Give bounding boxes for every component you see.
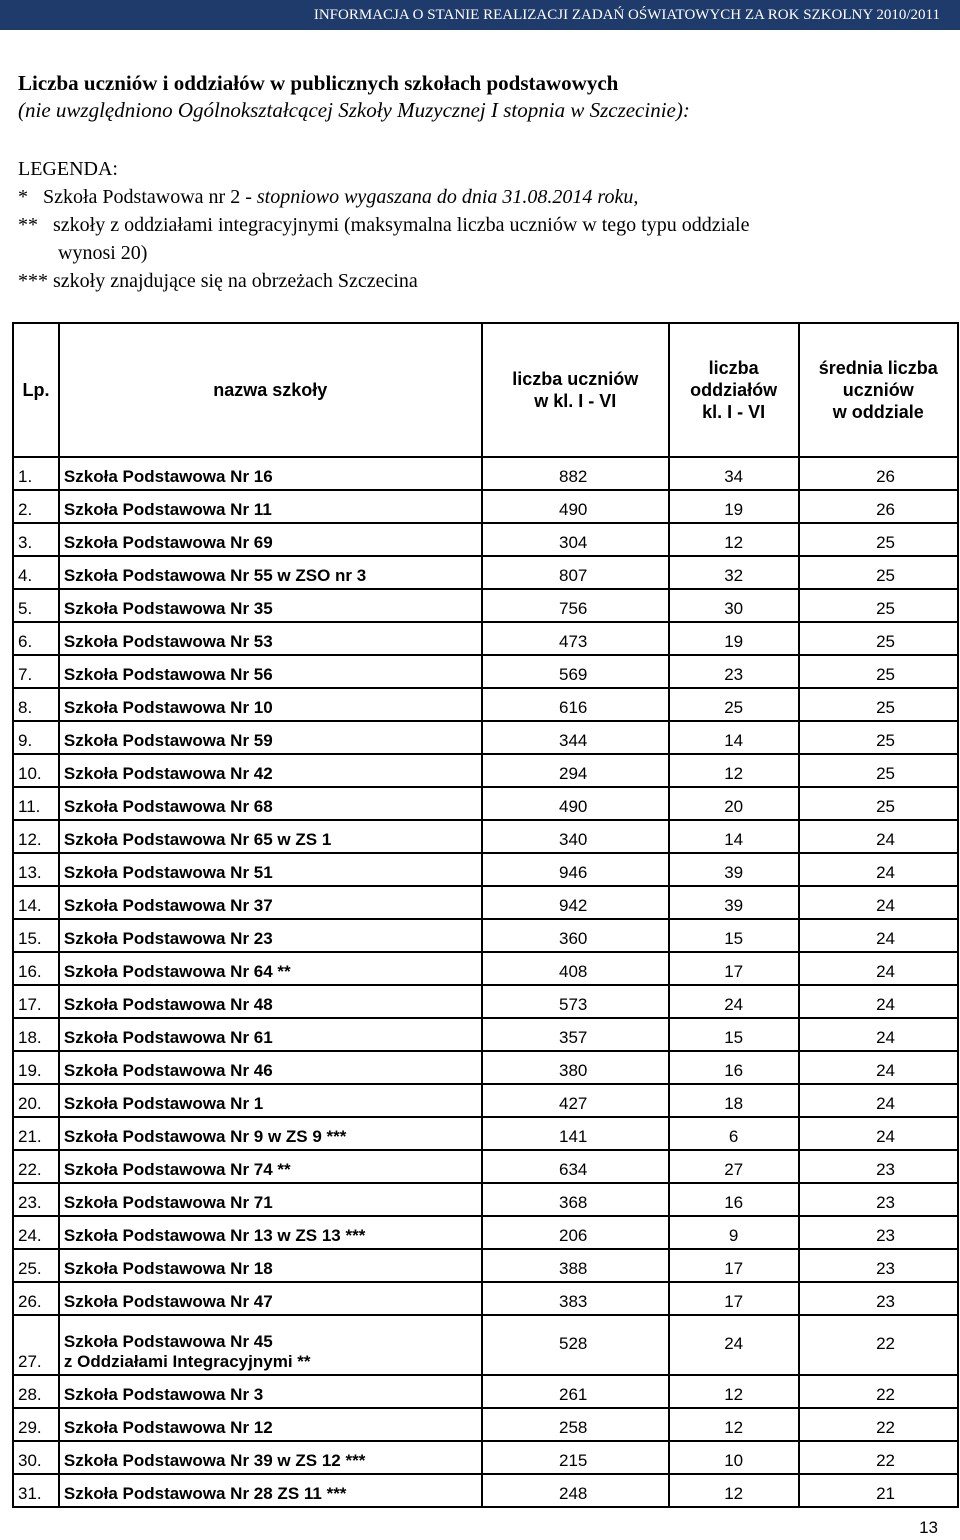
legend-text: szkoły znajdujące się na obrzeżach Szczecina: [53, 270, 418, 292]
cell-school-name: Szkoła Podstawowa Nr 48: [59, 985, 482, 1018]
cell-average: 24: [799, 1018, 958, 1051]
legend-text-plain: Szkoła Podstawowa nr 2 -: [43, 186, 257, 208]
cell-classes: 15: [669, 919, 799, 952]
cell-school-name: Szkoła Podstawowa Nr 68: [59, 787, 482, 820]
cell-students: 569: [482, 655, 669, 688]
legend-symbol: *: [18, 186, 43, 208]
legend-text: wynosi 20): [58, 242, 148, 264]
cell-students: 573: [482, 985, 669, 1018]
cell-school-name: Szkoła Podstawowa Nr 42: [59, 754, 482, 787]
cell-students: 344: [482, 721, 669, 754]
cell-classes: 14: [669, 721, 799, 754]
cell-school-name: Szkoła Podstawowa Nr 65 w ZS 1: [59, 820, 482, 853]
cell-lp: 19.: [13, 1051, 59, 1084]
cell-students: 942: [482, 886, 669, 919]
cell-students: 206: [482, 1216, 669, 1249]
cell-school-name: Szkoła Podstawowa Nr 16: [59, 457, 482, 490]
table-row: [13, 1216, 958, 1249]
cell-lp: 18.: [13, 1018, 59, 1051]
cell-lp: 15.: [13, 919, 59, 952]
cell-average: 25: [799, 787, 958, 820]
cell-school-name: Szkoła Podstawowa Nr 59: [59, 721, 482, 754]
cell-classes: 19: [669, 622, 799, 655]
table-row: [13, 1441, 958, 1474]
cell-school-name: Szkoła Podstawowa Nr 55 w ZSO nr 3: [59, 556, 482, 589]
cell-average: 24: [799, 1117, 958, 1150]
col-header-average-line: w oddziale: [832, 402, 924, 422]
cell-lp: 24.: [13, 1216, 59, 1249]
col-header-classes-line: liczba: [708, 358, 759, 378]
cell-lp: 20.: [13, 1084, 59, 1117]
cell-lp: 1.: [13, 457, 59, 490]
cell-average: 24: [799, 952, 958, 985]
cell-classes: 16: [669, 1051, 799, 1084]
col-header-average-line: średnia liczba: [818, 358, 938, 378]
cell-lp: 29.: [13, 1408, 59, 1441]
legend-text: szkoły z oddziałami integracyjnymi (maksymalna liczba uczniów w tego typu oddziale: [53, 214, 750, 236]
cell-classes: 10: [669, 1441, 799, 1474]
cell-students: 634: [482, 1150, 669, 1183]
cell-school-name: Szkoła Podstawowa Nr 1: [59, 1084, 482, 1117]
cell-classes: 20: [669, 787, 799, 820]
table-row: [13, 1408, 958, 1441]
table-row: [13, 589, 958, 622]
cell-classes: 25: [669, 688, 799, 721]
cell-classes: 27: [669, 1150, 799, 1183]
cell-classes: 32: [669, 556, 799, 589]
cell-students: 490: [482, 490, 669, 523]
cell-classes: 9: [669, 1216, 799, 1249]
cell-school-name: Szkoła Podstawowa Nr 10: [59, 688, 482, 721]
col-header-students: [482, 323, 669, 457]
cell-classes: 34: [669, 457, 799, 490]
cell-lp: 28.: [13, 1375, 59, 1408]
cell-average: 24: [799, 985, 958, 1018]
table-row: [13, 457, 958, 490]
table-row: [13, 1315, 958, 1375]
cell-lp: 31.: [13, 1474, 59, 1507]
cell-lp: 2.: [13, 490, 59, 523]
section-title: Liczba uczniów i oddziałów w publicznych szkołach podstawowych: [18, 71, 619, 95]
cell-classes: 12: [669, 1474, 799, 1507]
cell-students: 215: [482, 1441, 669, 1474]
cell-average: 23: [799, 1183, 958, 1216]
table-row: [13, 1084, 958, 1117]
cell-lp: 9.: [13, 721, 59, 754]
col-header-classes-line: kl. I - VI: [702, 402, 766, 422]
cell-classes: 12: [669, 1375, 799, 1408]
cell-students: 258: [482, 1408, 669, 1441]
table-row: [13, 919, 958, 952]
section-intro: [18, 70, 948, 124]
cell-students: 380: [482, 1051, 669, 1084]
cell-lp: 14.: [13, 886, 59, 919]
cell-classes: 18: [669, 1084, 799, 1117]
col-header-average-line: uczniów: [842, 380, 914, 400]
cell-students: 756: [482, 589, 669, 622]
cell-average: 23: [799, 1216, 958, 1249]
cell-students: 946: [482, 853, 669, 886]
cell-classes: 14: [669, 820, 799, 853]
schools-table: [12, 322, 959, 1508]
cell-average: 23: [799, 1150, 958, 1183]
table-row: [13, 655, 958, 688]
cell-school-name: Szkoła Podstawowa Nr 51: [59, 853, 482, 886]
cell-students: 388: [482, 1249, 669, 1282]
running-header: [0, 0, 960, 30]
table-row: [13, 490, 958, 523]
cell-lp: 6.: [13, 622, 59, 655]
legend-item: [18, 183, 948, 211]
cell-average: 22: [799, 1408, 958, 1441]
cell-school-name: Szkoła Podstawowa Nr 28 ZS 11 ***: [59, 1474, 482, 1507]
cell-lp: 27.: [13, 1315, 59, 1375]
table-row: [13, 820, 958, 853]
cell-average: 25: [799, 556, 958, 589]
cell-lp: 21.: [13, 1117, 59, 1150]
table-row: [13, 622, 958, 655]
cell-students: 248: [482, 1474, 669, 1507]
col-header-classes: [669, 323, 799, 457]
table-row: [13, 886, 958, 919]
cell-school-name: Szkoła Podstawowa Nr 18: [59, 1249, 482, 1282]
table-row: [13, 1282, 958, 1315]
cell-average: 25: [799, 622, 958, 655]
cell-lp: 23.: [13, 1183, 59, 1216]
cell-school-name: Szkoła Podstawowa Nr 39 w ZS 12 ***: [59, 1441, 482, 1474]
cell-lp: 22.: [13, 1150, 59, 1183]
cell-school-name: [59, 1315, 482, 1375]
table-row: [13, 556, 958, 589]
cell-lp: 4.: [13, 556, 59, 589]
legend-item: [18, 211, 948, 239]
table-row: [13, 1183, 958, 1216]
cell-students: 141: [482, 1117, 669, 1150]
cell-school-name: Szkoła Podstawowa Nr 69: [59, 523, 482, 556]
cell-school-name: Szkoła Podstawowa Nr 23: [59, 919, 482, 952]
cell-average: 22: [799, 1315, 958, 1375]
cell-school-name: Szkoła Podstawowa Nr 3: [59, 1375, 482, 1408]
table-row: [13, 952, 958, 985]
cell-lp: 10.: [13, 754, 59, 787]
cell-lp: 26.: [13, 1282, 59, 1315]
cell-school-name: Szkoła Podstawowa Nr 35: [59, 589, 482, 622]
cell-students: 383: [482, 1282, 669, 1315]
cell-students: 616: [482, 688, 669, 721]
cell-students: 357: [482, 1018, 669, 1051]
cell-school-name: Szkoła Podstawowa Nr 47: [59, 1282, 482, 1315]
cell-average: 24: [799, 853, 958, 886]
cell-classes: 24: [669, 1315, 799, 1375]
cell-classes: 24: [669, 985, 799, 1018]
table-row: [13, 754, 958, 787]
table-row: [13, 787, 958, 820]
cell-school-name: Szkoła Podstawowa Nr 61: [59, 1018, 482, 1051]
col-header-students-line: liczba uczniów: [512, 369, 639, 389]
table-row: [13, 1249, 958, 1282]
cell-lp: 7.: [13, 655, 59, 688]
cell-students: 340: [482, 820, 669, 853]
cell-average: 23: [799, 1282, 958, 1315]
cell-school-name: Szkoła Podstawowa Nr 9 w ZS 9 ***: [59, 1117, 482, 1150]
cell-classes: 6: [669, 1117, 799, 1150]
cell-school-name: Szkoła Podstawowa Nr 37: [59, 886, 482, 919]
cell-classes: 17: [669, 1282, 799, 1315]
cell-classes: 16: [669, 1183, 799, 1216]
cell-average: 23: [799, 1249, 958, 1282]
cell-school-name: Szkoła Podstawowa Nr 13 w ZS 13 ***: [59, 1216, 482, 1249]
cell-average: 24: [799, 1051, 958, 1084]
cell-average: 24: [799, 1084, 958, 1117]
cell-lp: 16.: [13, 952, 59, 985]
legend-symbol: ***: [18, 270, 53, 292]
table-row: [13, 1150, 958, 1183]
cell-classes: 39: [669, 886, 799, 919]
cell-students: 473: [482, 622, 669, 655]
cell-lp: 11.: [13, 787, 59, 820]
cell-average: 25: [799, 688, 958, 721]
legend-text: [43, 183, 638, 211]
table-body: [13, 457, 958, 1507]
table-row: [13, 688, 958, 721]
cell-average: 25: [799, 721, 958, 754]
cell-lp: 17.: [13, 985, 59, 1018]
table-row: [13, 853, 958, 886]
table-header-row: [13, 323, 958, 457]
cell-average: 24: [799, 820, 958, 853]
cell-average: 22: [799, 1441, 958, 1474]
cell-students: 427: [482, 1084, 669, 1117]
cell-school-name: Szkoła Podstawowa Nr 64 **: [59, 952, 482, 985]
cell-average: 25: [799, 589, 958, 622]
cell-classes: 30: [669, 589, 799, 622]
table-row: [13, 1018, 958, 1051]
cell-students: 807: [482, 556, 669, 589]
legend-item-continuation: [18, 239, 948, 267]
cell-students: 528: [482, 1315, 669, 1375]
cell-classes: 12: [669, 523, 799, 556]
cell-lp: 13.: [13, 853, 59, 886]
cell-classes: 15: [669, 1018, 799, 1051]
table-row: [13, 1117, 958, 1150]
cell-school-name: Szkoła Podstawowa Nr 11: [59, 490, 482, 523]
cell-average: 25: [799, 523, 958, 556]
cell-school-name: Szkoła Podstawowa Nr 53: [59, 622, 482, 655]
cell-lp: 8.: [13, 688, 59, 721]
cell-students: 490: [482, 787, 669, 820]
cell-students: 304: [482, 523, 669, 556]
cell-school-name-line: Szkoła Podstawowa Nr 45: [63, 1332, 273, 1351]
cell-school-name: Szkoła Podstawowa Nr 74 **: [59, 1150, 482, 1183]
cell-average: 22: [799, 1375, 958, 1408]
cell-school-name-line: z Oddziałami Integracyjnymi **: [63, 1352, 311, 1371]
cell-school-name: Szkoła Podstawowa Nr 46: [59, 1051, 482, 1084]
cell-average: 25: [799, 655, 958, 688]
cell-students: 360: [482, 919, 669, 952]
cell-students: 368: [482, 1183, 669, 1216]
table-row: [13, 721, 958, 754]
cell-average: 21: [799, 1474, 958, 1507]
cell-school-name: Szkoła Podstawowa Nr 12: [59, 1408, 482, 1441]
cell-lp: 12.: [13, 820, 59, 853]
cell-classes: 39: [669, 853, 799, 886]
legend-item: [18, 267, 948, 295]
cell-students: 882: [482, 457, 669, 490]
legend-symbol: **: [18, 214, 53, 236]
table-row: [13, 1051, 958, 1084]
section-subtitle: (nie uwzględniono Ogólnokształcącej Szkoły Muzycznej I stopnia w Szczecinie):: [18, 98, 690, 122]
page-number: 13: [919, 1518, 938, 1537]
cell-school-name: Szkoła Podstawowa Nr 71: [59, 1183, 482, 1216]
running-header-title: INFORMACJA O STANIE REALIZACJI ZADAŃ OŚWIATOWYCH ZA ROK SZKOLNY 2010/2011: [313, 7, 940, 23]
cell-classes: 12: [669, 1408, 799, 1441]
cell-students: 408: [482, 952, 669, 985]
col-header-students-line: w kl. I - VI: [534, 391, 617, 411]
cell-classes: 19: [669, 490, 799, 523]
cell-lp: 5.: [13, 589, 59, 622]
cell-average: 25: [799, 754, 958, 787]
table-row: [13, 1375, 958, 1408]
cell-classes: 17: [669, 1249, 799, 1282]
cell-classes: 23: [669, 655, 799, 688]
legend-heading: LEGENDA:: [18, 158, 118, 180]
cell-students: 261: [482, 1375, 669, 1408]
cell-lp: 3.: [13, 523, 59, 556]
cell-school-name: Szkoła Podstawowa Nr 56: [59, 655, 482, 688]
cell-average: 26: [799, 457, 958, 490]
cell-average: 24: [799, 919, 958, 952]
col-header-average: [799, 323, 958, 457]
table-row: [13, 985, 958, 1018]
cell-average: 24: [799, 886, 958, 919]
cell-lp: 30.: [13, 1441, 59, 1474]
col-header-name: nazwa szkoły: [59, 323, 482, 457]
table-row: [13, 1474, 958, 1507]
legend-text-italic: stopniowo wygaszana do dnia 31.08.2014 roku,: [256, 186, 639, 208]
cell-classes: 17: [669, 952, 799, 985]
table-row: [13, 523, 958, 556]
cell-average: 26: [799, 490, 958, 523]
cell-lp: 25.: [13, 1249, 59, 1282]
col-header-lp: Lp.: [13, 323, 59, 457]
cell-classes: 12: [669, 754, 799, 787]
cell-students: 294: [482, 754, 669, 787]
col-header-classes-line: oddziałów: [690, 380, 778, 400]
legend: [18, 155, 948, 295]
